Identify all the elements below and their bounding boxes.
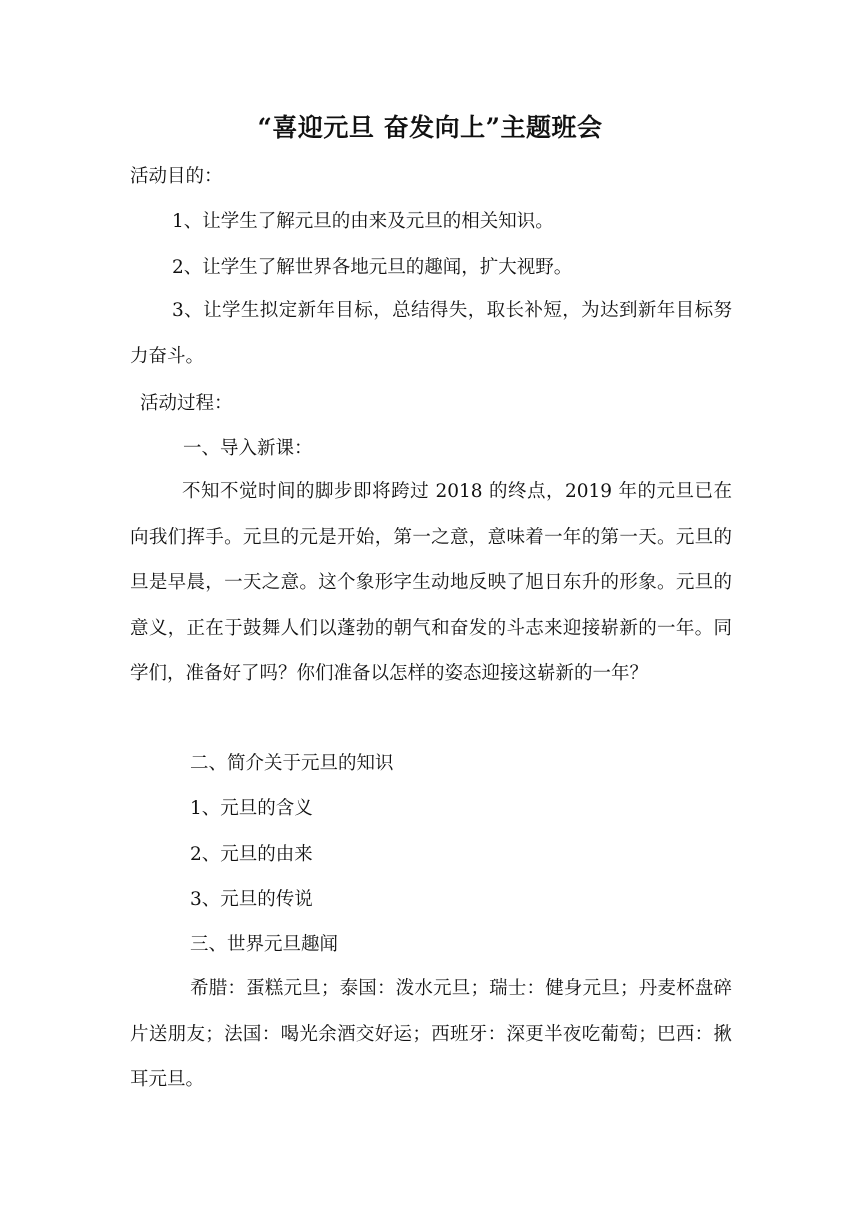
section-2-item-2: 2、元旦的由来 [190, 844, 313, 865]
section-2-heading: 二、简介关于元旦的知识 [190, 753, 394, 774]
section-3-heading: 三、世界元旦趣闻 [190, 934, 339, 955]
section-3-paragraph: 希腊：蛋糕元旦；泰国：泼水元旦；瑞士：健身元旦；丹麦杯盘碎片送朋友；法国：喝光余酒交好运；西班牙：深更半夜吃葡萄；巴西：揪耳元旦。 [130, 978, 732, 1090]
purpose-item-2: 2、让学生了解世界各地元旦的趣闻，扩大视野。 [172, 257, 573, 278]
purpose-item-3: 3、让学生拟定新年目标，总结得失，取长补短，为达到新年目标努力奋斗。 [130, 300, 732, 367]
document-title: “喜迎元旦 奋发向上”主题班会 [257, 113, 603, 142]
section-1-heading: 一、导入新课： [183, 438, 313, 459]
purpose-item-1: 1、让学生了解元旦的由来及元旦的相关知识。 [172, 211, 554, 232]
purpose-heading: 活动目的： [130, 166, 223, 187]
process-heading: 活动过程： [140, 393, 233, 414]
section-2-item-3: 3、元旦的传说 [190, 889, 313, 910]
section-2-item-1: 1、元旦的含义 [190, 798, 313, 819]
section-1-paragraph: 不知不觉时间的脚步即将跨过 2018 的终点，2019 年的元旦已在向我们挥手。元旦的元是开始，第一之意，意味着一年的第一天。元旦的旦是早晨，一天之意。这个象形字生动地反映了旭日东升的形象。元旦的意义，正在于鼓舞人们以蓬勃的朝气和奋发的斗志来迎接崭新的一年。同学们，准备好了吗？你们准备以怎样的姿态迎接这崭新的一年？ [130, 481, 732, 684]
